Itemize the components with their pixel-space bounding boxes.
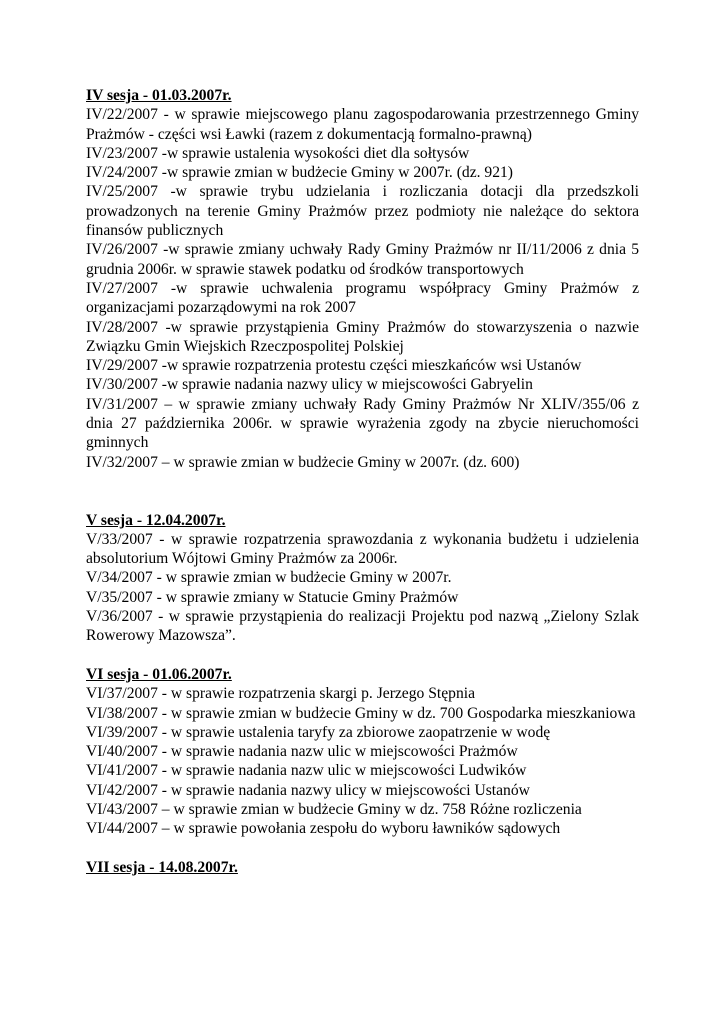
session-vii bbox=[86, 858, 639, 877]
resolution-entry: VI/37/2007 - w sprawie rozpatrzenia skargi p. Jerzego Stępnia bbox=[86, 685, 475, 703]
resolution-entry: V/35/2007 - w sprawie zmiany w Statucie Gminy Prażmów bbox=[86, 588, 459, 606]
resolution-entry: IV/31/2007 – w sprawie zmiany uchwały Rady Gminy Prażmów Nr XLIV/355/06 z dnia 27 października 2006r. w sprawie wyrażenia zgody na zbycie nieruchomości gminnych bbox=[86, 395, 639, 452]
session-title: VI sesja - 01.06.2007r. bbox=[86, 665, 232, 683]
session-title: V sesja - 12.04.2007r. bbox=[86, 511, 226, 529]
resolution-entry: V/33/2007 - w sprawie rozpatrzenia sprawozdania z wykonania budżetu i udzielenia absolutorium Wójtowi Gminy Prażmów za 2006r. bbox=[86, 530, 639, 568]
resolution-entry: VI/40/2007 - w sprawie nadania nazw ulic w miejscowości Prażmów bbox=[86, 743, 518, 761]
resolution-entry: V/34/2007 - w sprawie zmian w budżecie Gminy w 2007r. bbox=[86, 569, 452, 587]
session-title: VII sesja - 14.08.2007r. bbox=[86, 858, 238, 876]
session-title: IV sesja - 01.03.2007r. bbox=[86, 87, 232, 104]
resolution-entry: V/36/2007 - w sprawie przystąpienia do realizacji Projektu pod nazwą „Zielony Szlak Rowerowy Mazowsza”. bbox=[86, 608, 639, 645]
resolution-entry: IV/26/2007 -w sprawie zmiany uchwały Rady Gminy Prażmów nr II/11/2006 z dnia 5 grudnia 2006r. w sprawie stawek podatku od środków transportowych bbox=[86, 241, 639, 278]
session-iv bbox=[86, 86, 639, 472]
resolution-entry: IV/23/2007 -w sprawie ustalenia wysokości diet dla sołtysów bbox=[86, 144, 470, 162]
resolution-entry: IV/27/2007 -w sprawie uchwalenia programu współpracy Gminy Prażmów z organizacjami pozarządowymi na rok 2007 bbox=[86, 279, 639, 317]
resolution-entry: IV/28/2007 -w sprawie przystąpienia Gminy Prażmów do stowarzyszenia o nazwie Związku Gmin Wiejskich Rzeczpospolitej Polskiej bbox=[86, 318, 639, 355]
resolution-entry: IV/24/2007 -w sprawie zmian w budżecie Gminy w 2007r. (dz. 921) bbox=[86, 164, 513, 182]
resolution-entry: IV/29/2007 -w sprawie rozpatrzenia protestu części mieszkańców wsi Ustanów bbox=[86, 357, 582, 375]
document-page bbox=[86, 86, 639, 877]
section-spacer bbox=[86, 839, 639, 858]
resolution-entry: VI/44/2007 – w sprawie powołania zespołu do wyboru ławników sądowych bbox=[86, 820, 561, 838]
section-spacer bbox=[86, 646, 639, 665]
resolution-entry: IV/32/2007 – w sprawie zmian w budżecie Gminy w 2007r. (dz. 600) bbox=[86, 453, 520, 471]
resolution-entry: IV/30/2007 -w sprawie nadania nazwy ulicy w miejscowości Gabryelin bbox=[86, 376, 533, 394]
session-vi bbox=[86, 665, 639, 839]
section-spacer bbox=[86, 472, 639, 511]
resolution-entry: IV/25/2007 -w sprawie trybu udzielania i rozliczania dotacji dla przedszkoli prowadzonych na terenie Gminy Prażmów przez podmioty nie należące do sektora finansów publicznych bbox=[86, 183, 639, 240]
resolution-entry: IV/22/2007 - w sprawie miejscowego planu zagospodarowania przestrzennego Gminy Prażmów - części wsi Ławki (razem z dokumentacją formalno-prawną) bbox=[86, 106, 639, 143]
resolution-entry: VI/43/2007 – w sprawie zmian w budżecie Gminy w dz. 758 Różne rozliczenia bbox=[86, 800, 582, 818]
resolution-entry: VI/39/2007 - w sprawie ustalenia taryfy za zbiorowe zaopatrzenie w wodę bbox=[86, 723, 551, 741]
resolution-entry: VI/38/2007 - w sprawie zmian w budżecie Gminy w dz. 700 Gospodarka mieszkaniowa bbox=[86, 704, 636, 722]
resolution-entry: VI/41/2007 - w sprawie nadania nazw ulic w miejscowości Ludwików bbox=[86, 762, 527, 780]
session-v bbox=[86, 511, 639, 646]
resolution-entry: VI/42/2007 - w sprawie nadania nazwy ulicy w miejscowości Ustanów bbox=[86, 781, 530, 799]
